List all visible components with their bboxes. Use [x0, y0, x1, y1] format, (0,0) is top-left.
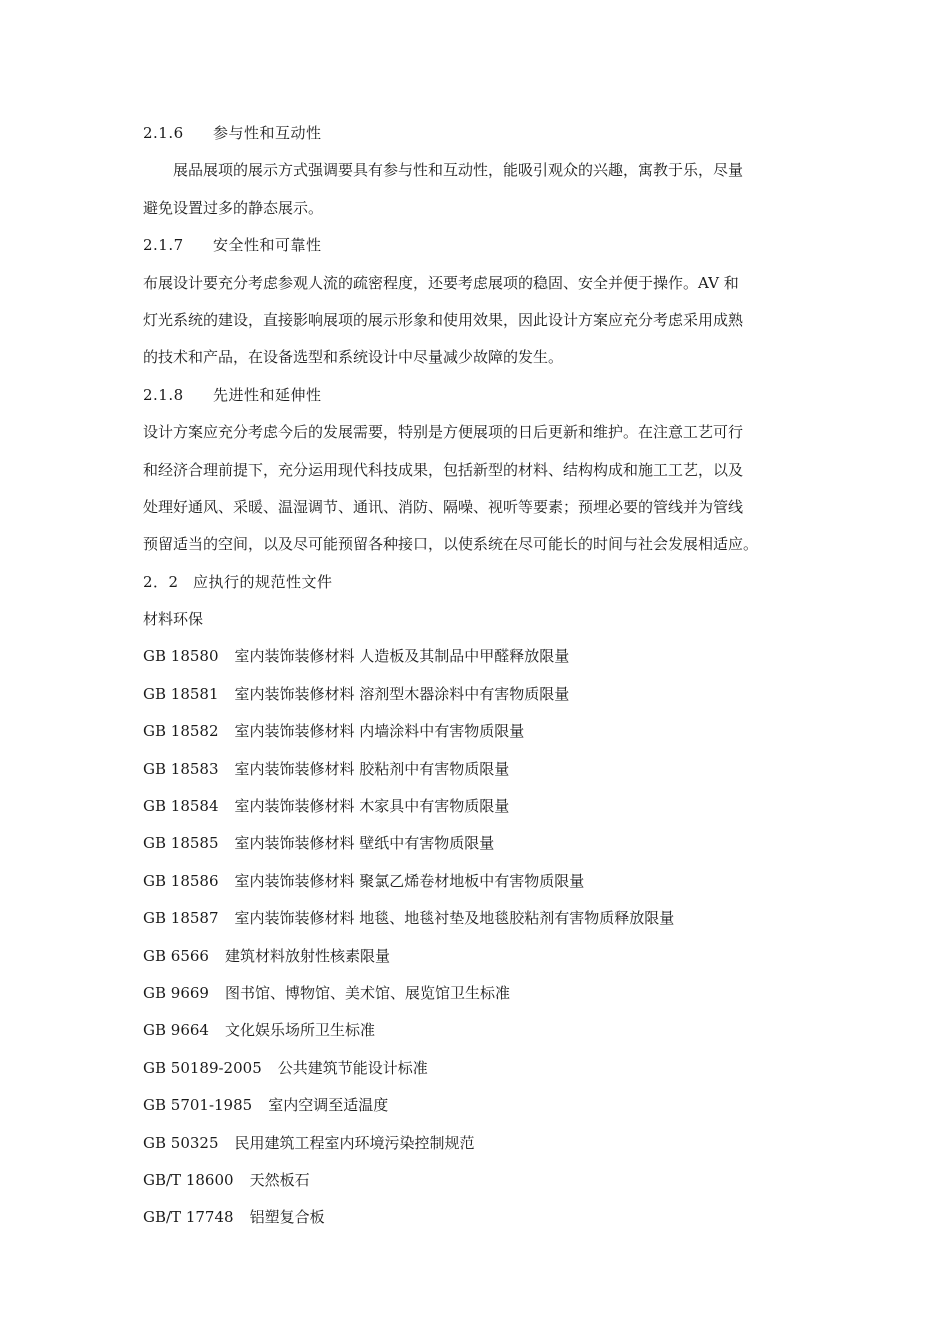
standard-title: 公共建筑节能设计标准	[277, 1058, 428, 1077]
standard-title: 图书馆、博物馆、美术馆、展览馆卫生标准	[224, 983, 510, 1002]
standard-item	[143, 1166, 808, 1203]
document-body	[143, 119, 808, 1241]
standard-code: GB 9669	[143, 983, 209, 1002]
standard-code: GB/T 18600	[143, 1170, 234, 1189]
section-heading-2-1-7	[143, 231, 808, 268]
paragraph-line: 展品展项的展示方式强调要具有参与性和互动性，能吸引观众的兴趣，寓教于乐，尽量	[173, 161, 744, 180]
section-number: 2.1.8	[143, 385, 184, 404]
standard-item	[143, 867, 808, 904]
standard-title: 室内装饰装修材料 壁纸中有害物质限量	[234, 834, 495, 853]
standard-item	[143, 1016, 808, 1053]
standard-code: GB 18582	[143, 722, 219, 741]
section-number: 2.1.6	[143, 124, 184, 142]
section-title: 安全性和可靠性	[213, 236, 322, 255]
standard-code: GB 6566	[143, 946, 209, 965]
standard-title: 文化娱乐场所卫生标准	[224, 1021, 375, 1040]
standard-code: GB 18581	[143, 684, 219, 703]
paragraph-line: 设计方案应充分考虑今后的发展需要，特别是方便展项的日后更新和维护。在注意工艺可行	[143, 423, 744, 442]
standard-code: GB 18580	[143, 647, 219, 666]
section-heading-2-2	[143, 568, 808, 605]
standard-item	[143, 680, 808, 717]
standard-title: 室内装饰装修材料 地毯、地毯衬垫及地毯胶粘剂有害物质释放限量	[234, 909, 675, 928]
standard-item	[143, 755, 808, 792]
section-heading-2-1-6	[143, 119, 808, 156]
standard-title: 天然板石	[249, 1170, 310, 1189]
paragraph-line: 灯光系统的建设，直接影响展项的展示形象和使用效果，因此设计方案应充分考虑采用成熟	[143, 310, 744, 329]
standard-title: 室内装饰装修材料 木家具中有害物质限量	[234, 797, 510, 816]
section-title: 应执行的规范性文件	[193, 572, 333, 591]
standard-title: 室内装饰装修材料 溶剂型木器涂料中有害物质限量	[234, 684, 570, 703]
standard-title: 民用建筑工程室内环境污染控制规范	[234, 1133, 475, 1152]
standard-code: GB 50189-2005	[143, 1058, 262, 1077]
section-number: 2．2	[143, 572, 179, 591]
standard-item	[143, 717, 808, 754]
standard-code: GB 18585	[143, 834, 219, 853]
section-number: 2.1.7	[143, 236, 184, 255]
paragraph-line: 处理好通风、采暖、温湿调节、通讯、消防、隔噪、视听等要素；预埋必要的管线并为管线	[143, 497, 744, 516]
standard-item	[143, 904, 808, 941]
standard-title: 室内空调至适温度	[268, 1096, 389, 1115]
paragraph-line: 预留适当的空间，以及尽可能预留各种接口，以使系统在尽可能长的时间与社会发展相适应。	[143, 535, 759, 554]
subsection-heading: 材料环保	[143, 610, 204, 629]
paragraph-line: 避免设置过多的静态展示。	[143, 198, 324, 217]
standard-title: 建筑材料放射性核素限量	[224, 946, 390, 965]
standard-title: 室内装饰装修材料 聚氯乙烯卷材地板中有害物质限量	[234, 871, 585, 890]
standard-code: GB 18583	[143, 759, 219, 778]
standard-code: GB 5701-1985	[143, 1096, 253, 1115]
standard-item	[143, 642, 808, 679]
standard-item	[143, 829, 808, 866]
standard-item	[143, 1129, 808, 1166]
standard-item	[143, 1054, 808, 1091]
standard-item	[143, 979, 808, 1016]
standard-item	[143, 1091, 808, 1128]
standard-item	[143, 792, 808, 829]
paragraph-line: 布展设计要充分考虑参观人流的疏密程度，还要考虑展项的稳固、安全并便于操作。AV 和	[143, 273, 739, 292]
section-title: 先进性和延伸性	[213, 385, 322, 404]
standard-code: GB 18587	[143, 909, 219, 928]
paragraph-line: 的技术和产品，在设备选型和系统设计中尽量减少故障的发生。	[143, 348, 564, 367]
standard-code: GB 18584	[143, 797, 219, 816]
standard-code: GB 18586	[143, 871, 219, 890]
standard-title: 室内装饰装修材料 人造板及其制品中甲醛释放限量	[234, 647, 570, 666]
standard-code: GB/T 17748	[143, 1208, 234, 1227]
standard-title: 室内装饰装修材料 胶粘剂中有害物质限量	[234, 759, 510, 778]
section-heading-2-1-8	[143, 381, 808, 418]
standard-code: GB 50325	[143, 1133, 219, 1152]
standard-code: GB 9664	[143, 1021, 209, 1040]
standards-list	[143, 642, 808, 1240]
standard-item	[143, 942, 808, 979]
standard-item	[143, 1203, 808, 1240]
standard-title: 室内装饰装修材料 内墙涂料中有害物质限量	[234, 722, 525, 741]
paragraph-line: 和经济合理前提下，充分运用现代科技成果，包括新型的材料、结构构成和施工工艺，以及	[143, 460, 744, 479]
section-title: 参与性和互动性	[213, 124, 322, 142]
standard-title: 铝塑复合板	[249, 1208, 325, 1227]
